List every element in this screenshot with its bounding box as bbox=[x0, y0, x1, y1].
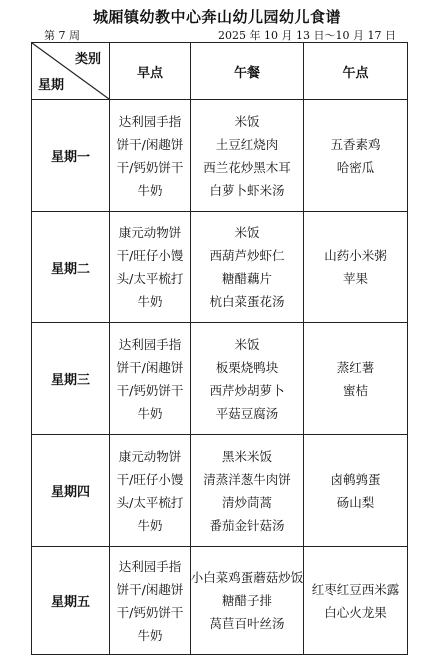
breakfast-cell bbox=[110, 547, 191, 655]
menu-line: 达利园手指 bbox=[118, 336, 182, 352]
menu-line: 山药小米粥 bbox=[324, 248, 387, 263]
table-row bbox=[32, 212, 408, 323]
weekday-label: 星期 bbox=[38, 78, 65, 93]
menu-line: 白萝卜虾米汤 bbox=[209, 182, 285, 198]
menu-line: 饼干/闲趣饼 bbox=[116, 136, 184, 152]
date-range: 2025 年 10 月 13 日～10 月 17 日 bbox=[218, 29, 396, 42]
menu-line: 小白菜鸡蛋蘑菇炒饭 bbox=[190, 570, 304, 585]
menu-line: 饼干/闲趣饼 bbox=[116, 359, 184, 375]
menu-line: 达利园手指 bbox=[118, 558, 182, 574]
menu-line: 西芹炒胡萝卜 bbox=[209, 382, 285, 398]
menu-line: 黑米米饭 bbox=[221, 448, 272, 464]
day-cell: 星期一 bbox=[32, 100, 110, 212]
menu-line: 清蒸洋葱牛肉饼 bbox=[203, 471, 291, 487]
menu-line: 牛奶 bbox=[137, 517, 163, 533]
snack-cell bbox=[304, 212, 408, 323]
menu-line: 板栗烧鸭块 bbox=[215, 359, 279, 375]
menu-line: 头/太平梳打 bbox=[116, 271, 184, 286]
breakfast-cell bbox=[110, 435, 191, 547]
menu-line: 白心火龙果 bbox=[324, 604, 387, 620]
menu-line: 哈密瓜 bbox=[336, 159, 375, 175]
menu-line: 干/钙奶饼干 bbox=[116, 382, 184, 398]
menu-line: 红枣红豆西米露 bbox=[311, 581, 400, 597]
table-row bbox=[32, 435, 408, 547]
menu-line: 番茄金针菇汤 bbox=[209, 517, 285, 533]
lunch-cell bbox=[191, 212, 304, 323]
lunch-header: 午餐 bbox=[191, 43, 304, 100]
day-cell: 星期二 bbox=[32, 212, 110, 323]
day-cell: 星期五 bbox=[32, 547, 110, 655]
menu-line: 牛奶 bbox=[137, 627, 163, 643]
page-title: 城厢镇幼教中心奔山幼儿园幼儿食谱 bbox=[92, 8, 341, 26]
snack-cell bbox=[304, 435, 408, 547]
menu-line: 西兰花炒黑木耳 bbox=[203, 159, 291, 175]
table-row bbox=[32, 100, 408, 212]
menu-line: 砀山梨 bbox=[336, 494, 375, 510]
menu-table bbox=[31, 42, 408, 655]
menu-line: 蒸红薯 bbox=[336, 359, 375, 375]
menu-line: 干/钙奶饼干 bbox=[116, 159, 184, 175]
menu-line: 糖醋子排 bbox=[221, 593, 272, 608]
menu-line: 糖醋藕片 bbox=[221, 271, 272, 286]
menu-line: 康元动物饼 bbox=[118, 448, 182, 464]
table-row bbox=[32, 323, 408, 435]
snack-cell bbox=[304, 547, 408, 655]
menu-line: 杭白菜蛋花汤 bbox=[209, 294, 285, 309]
diagonal-header-cell bbox=[32, 43, 110, 100]
menu-line: 牛奶 bbox=[137, 182, 163, 198]
snack-header: 午点 bbox=[304, 43, 408, 100]
lunch-cell bbox=[191, 323, 304, 435]
week-number: 第 7 周 bbox=[44, 29, 80, 42]
menu-line: 干/钙奶饼干 bbox=[116, 604, 184, 620]
lunch-cell bbox=[191, 100, 304, 212]
menu-line: 平菇豆腐汤 bbox=[215, 405, 279, 421]
menu-line: 头/太平梳打 bbox=[116, 494, 184, 510]
category-label: 类别 bbox=[74, 52, 101, 67]
menu-line: 蜜桔 bbox=[342, 382, 368, 398]
menu-line: 五香素鸡 bbox=[330, 136, 381, 152]
menu-line: 牛奶 bbox=[137, 405, 163, 421]
menu-line: 达利园手指 bbox=[118, 113, 182, 129]
menu-line: 莴苣百叶丝汤 bbox=[209, 616, 285, 631]
menu-line: 苹果 bbox=[342, 271, 368, 286]
day-cell: 星期三 bbox=[32, 323, 110, 435]
day-cell: 星期四 bbox=[32, 435, 110, 547]
menu-line: 米饭 bbox=[234, 336, 260, 352]
menu-line: 饼干/闲趣饼 bbox=[116, 581, 184, 597]
menu-line: 干/旺仔小馒 bbox=[116, 248, 184, 263]
menu-line: 土豆红烧肉 bbox=[215, 136, 279, 152]
snack-cell bbox=[304, 100, 408, 212]
lunch-cell bbox=[191, 435, 304, 547]
table-header-row bbox=[32, 43, 408, 100]
menu-line: 米饭 bbox=[234, 225, 260, 240]
breakfast-cell bbox=[110, 212, 191, 323]
menu-line: 干/旺仔小馒 bbox=[116, 471, 184, 487]
breakfast-header: 早点 bbox=[110, 43, 191, 100]
menu-line: 西葫芦炒虾仁 bbox=[209, 248, 285, 263]
menu-line: 康元动物饼 bbox=[118, 225, 182, 240]
breakfast-cell bbox=[110, 323, 191, 435]
lunch-cell bbox=[191, 547, 304, 655]
menu-line: 卤鹌鹑蛋 bbox=[330, 471, 381, 487]
table-row bbox=[32, 547, 408, 655]
snack-cell bbox=[304, 323, 408, 435]
menu-line: 清炒茼蒿 bbox=[221, 494, 272, 510]
breakfast-cell bbox=[110, 100, 191, 212]
menu-line: 米饭 bbox=[234, 113, 260, 129]
menu-line: 牛奶 bbox=[137, 294, 163, 309]
